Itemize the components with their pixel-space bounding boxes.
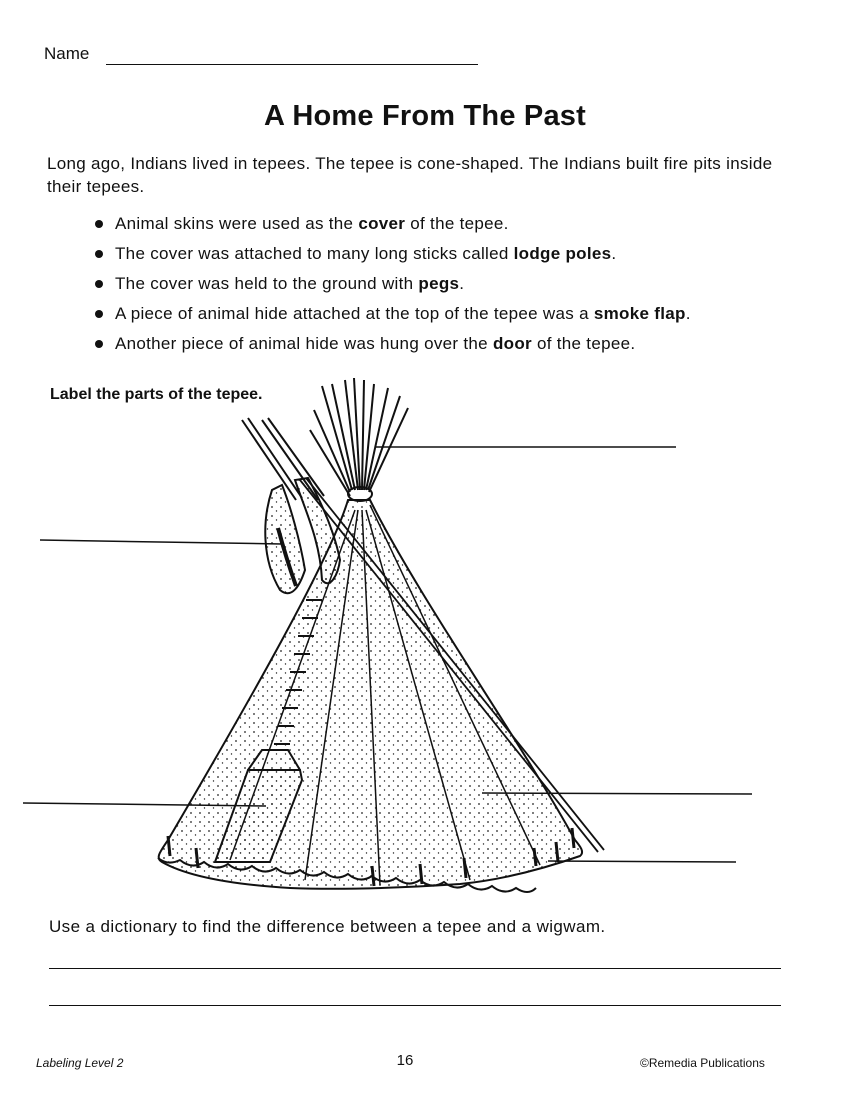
fact-item: The cover was attached to many long sticks called lodge poles. xyxy=(95,242,815,272)
label-line-lodge-pole[interactable] xyxy=(482,793,752,794)
label-line-peg[interactable] xyxy=(548,861,736,862)
page-title: A Home From The Past xyxy=(264,100,586,132)
fact-item: Animal skins were used as the cover of the tepee. xyxy=(95,212,815,242)
term-pegs: pegs xyxy=(418,274,460,293)
footer-series: Labeling Level 2 xyxy=(36,1056,124,1070)
intro-paragraph: Long ago, Indians lived in tepees. The tepee is cone-shaped. The Indians built fire pits inside their tepees. xyxy=(47,154,773,196)
smoke-flap-left xyxy=(265,485,305,593)
answer-line-1[interactable] xyxy=(49,968,781,969)
page-number: 16 xyxy=(396,1052,414,1069)
answer-line-2[interactable] xyxy=(49,1005,781,1006)
term-smoke-flap: smoke flap xyxy=(593,304,686,323)
fact-item: Another piece of animal hide was hung over the door of the tepee. xyxy=(95,332,815,362)
term-door: door xyxy=(492,334,532,353)
fact-item: The cover was held to the ground with pegs. xyxy=(95,272,815,302)
term-lodge-poles: lodge poles xyxy=(513,244,612,263)
lodge-poles-top xyxy=(310,378,408,496)
label-instruction: Label the parts of the tepee. xyxy=(50,386,263,403)
name-label: Name xyxy=(44,44,90,63)
fact-item: A piece of animal hide attached at the top of the tepee was a smoke flap. xyxy=(95,302,815,332)
dictionary-question: Use a dictionary to find the difference between a tepee and a wigwam. xyxy=(49,917,606,936)
term-cover: cover xyxy=(358,214,406,233)
footer-publisher: ©Remedia Publications xyxy=(640,1056,765,1070)
label-line-left-flap[interactable] xyxy=(40,540,282,544)
